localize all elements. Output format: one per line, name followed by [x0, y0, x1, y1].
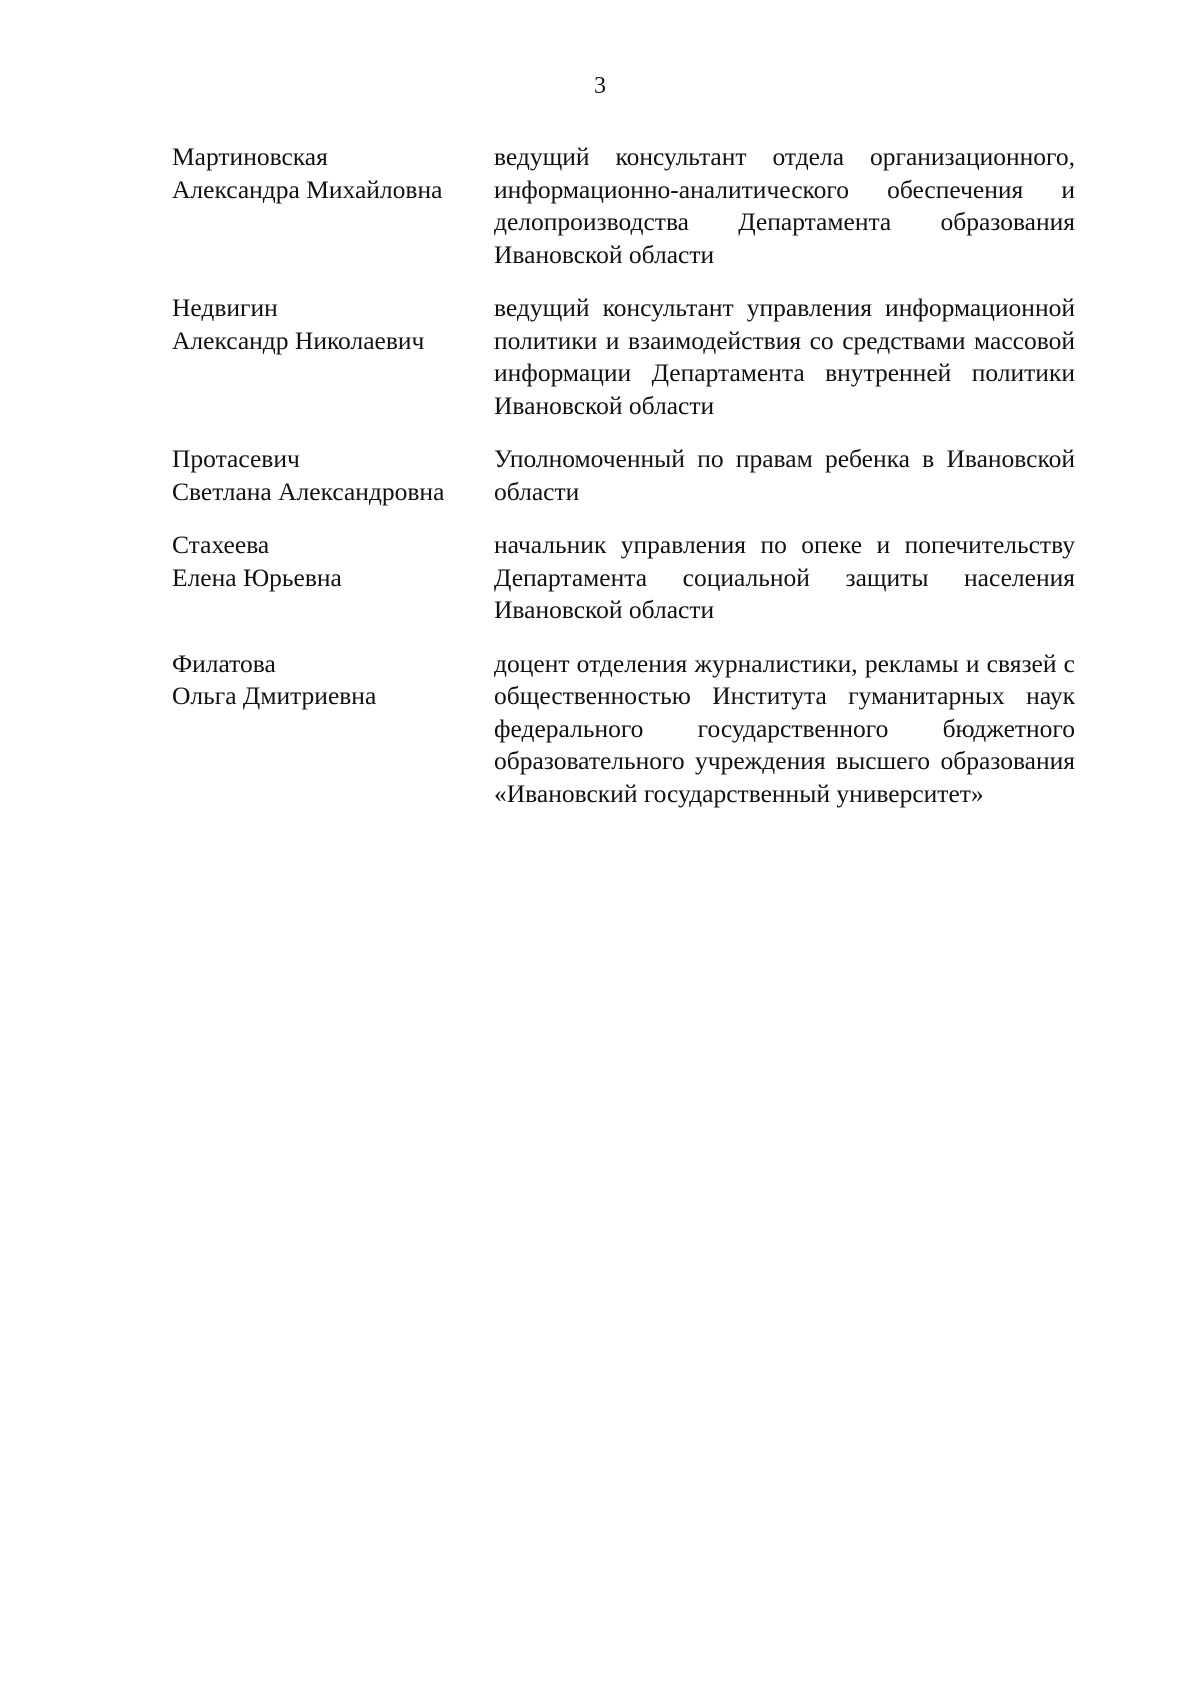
member-position: ведущий консультант управления информационной политики и взаимодействия со средствами массовой информации Департамента внутренней политики Ивановской области — [494, 293, 1075, 420]
member-given-names: Ольга Дмитриевна — [172, 681, 377, 710]
member-position: ведущий консультант отдела организационного, информационно-аналитического обеспечения и делопроизводства Департамента образования Ивановской области — [494, 142, 1075, 269]
member-name — [172, 529, 494, 627]
member-position: доцент отделения журналистики, рекламы и связей с общественностью Института гуманитарных наук федерального государственного бюджетного образовательного учреждения высшего образования «Ивановский государственный университет» — [494, 648, 1075, 808]
member-row — [172, 648, 1075, 811]
member-given-names: Светлана Александровна — [172, 476, 445, 506]
member-surname: Протасевич — [172, 444, 300, 473]
member-position: начальник управления по опеке и попечительству Департамента социальной защиты населения Ивановской области — [494, 530, 1075, 624]
member-name — [172, 443, 494, 508]
member-given-names: Александр Николаевич — [172, 325, 425, 355]
member-surname: Недвигин — [172, 293, 278, 322]
member-given-names: Александра Михайловна — [172, 174, 443, 204]
member-name — [172, 292, 494, 422]
member-position: Уполномоченный по правам ребенка в Ивановской области — [494, 444, 1075, 506]
member-row — [172, 443, 1075, 508]
member-surname: Мартиновская — [172, 142, 328, 171]
member-surname: Стахеева — [172, 530, 270, 559]
member-name — [172, 141, 494, 271]
members-list — [172, 141, 1075, 831]
page-number: 3 — [594, 73, 606, 99]
member-row — [172, 292, 1075, 422]
member-row — [172, 529, 1075, 627]
member-row — [172, 141, 1075, 271]
member-surname: Филатова — [172, 648, 276, 678]
member-given-names: Елена Юрьевна — [172, 562, 342, 592]
member-name — [172, 648, 494, 811]
